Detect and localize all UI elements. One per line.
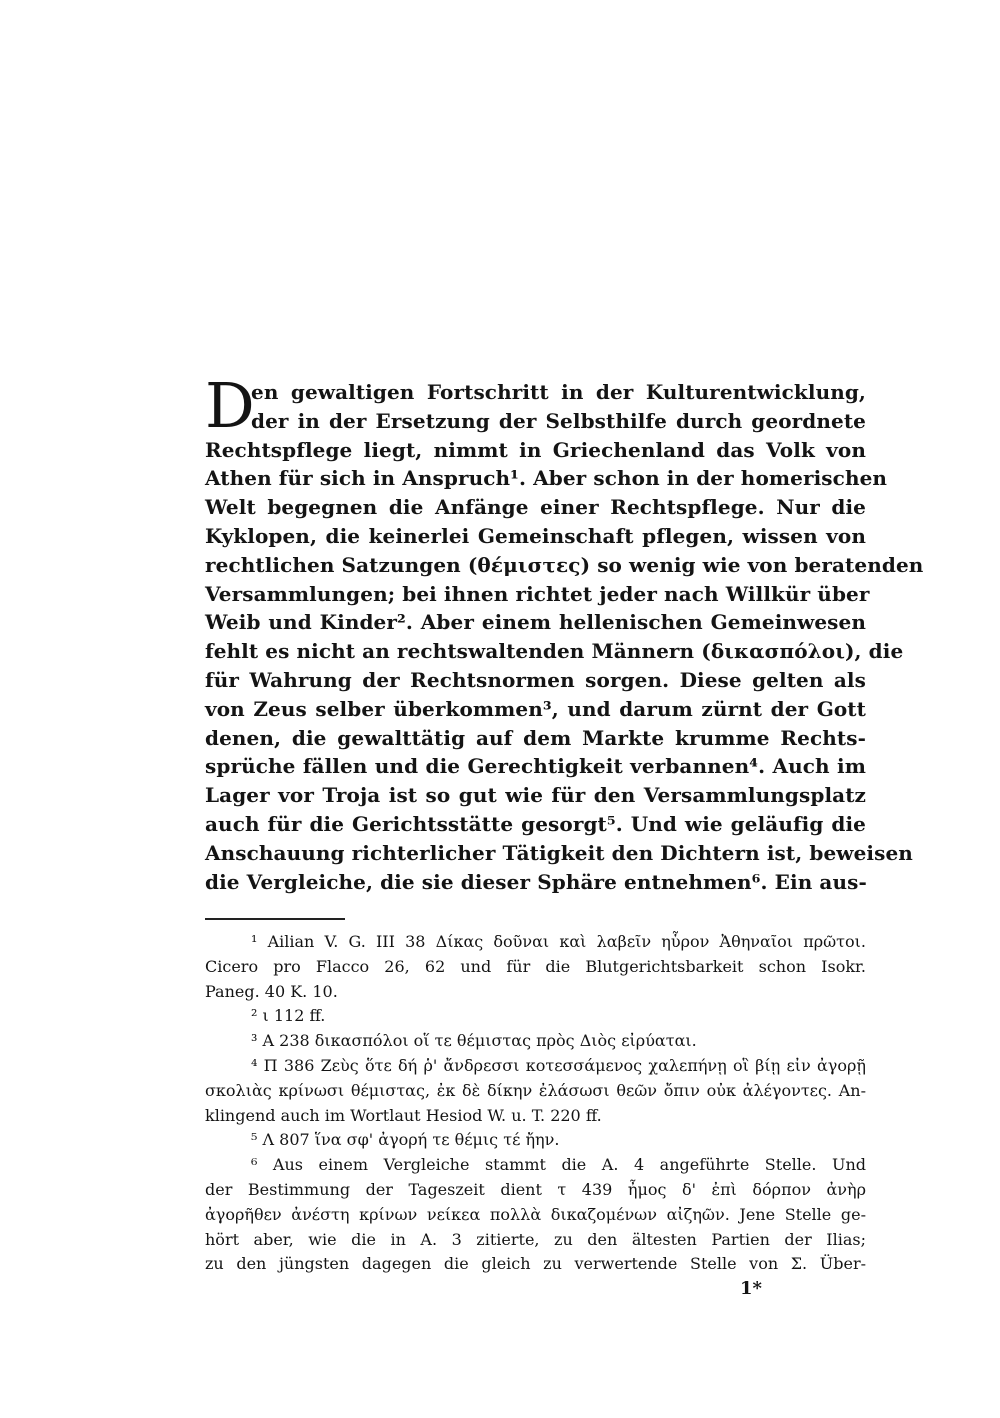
text-line: sprüche fällen und die Gerechtigkeit verbannen⁴. Auch im — [205, 754, 866, 779]
text-line: Lager vor Troja ist so gut wie für den Versammlungsplatz — [205, 783, 866, 808]
footnote-line: ἀγορῆθεν ἀνέστη κρίνων νείκεα πολλὰ δικαζομένων αἰζηῶν. Jene Stelle ge- — [205, 1204, 866, 1224]
text-line: denen, die gewalttätig auf dem Markte krumme Rechts- — [205, 725, 866, 750]
text-line: der in der Ersetzung der Selbsthilfe durch geordnete — [251, 408, 866, 433]
text-line: Versammlungen; bei ihnen richtet jeder nach Willkür über — [205, 581, 870, 606]
text-line: rechtlichen Satzungen (θέμιστες) so wenig wie von beratenden — [205, 552, 924, 577]
footnotes — [205, 930, 866, 1277]
footnote-line: ⁶ Aus einem Vergleiche stammt die A. 4 angeführte Stelle. Und — [251, 1155, 866, 1175]
footnote-line: ⁴ Π 386 Ζεὺς ὅτε δή ῥ' ἄνδρεσσι κοτεσσάμενος χαλεπήνῃ οἳ βίῃ εἰν ἀγορῇ — [251, 1055, 866, 1075]
text-line: von Zeus selber überkommen³, und darum zürnt der Gott — [205, 696, 866, 721]
footnote-line: zu den jüngsten dagegen die gleich zu verwertende Stelle von Σ. Über- — [205, 1254, 866, 1274]
text-line: auch für die Gerichtsstätte gesorgt⁵. Und wie geläufig die — [205, 811, 866, 836]
footnote-line: ³ A 238 δικασπόλοι οἵ τε θέμιστας πρὸς Διὸς εἰρύαται. — [251, 1031, 697, 1051]
footnote-line: hört aber, wie die in A. 3 zitierte, zu den ältesten Partien der Ilias; — [205, 1229, 866, 1249]
footnote-line: σκολιὰς κρίνωσι θέμιστας, ἐκ δὲ δίκην ἐλάσωσι θεῶν ὄπιν οὐκ ἀλέγοντες. An- — [205, 1080, 866, 1100]
footnote-line: Paneg. 40 K. 10. — [205, 981, 338, 1001]
text-line: fehlt es nicht an rechtswaltenden Männern (δικασπόλοι), die — [205, 639, 904, 664]
text-line: Athen für sich in Anspruch¹. Aber schon in der homerischen — [205, 466, 888, 491]
footnote-line: der Bestimmung der Tageszeit dient τ 439 ἦμος δ' ἐπὶ δόρπον ἀνὴρ — [205, 1179, 866, 1199]
footnote-line: ⁵ Λ 807 ἵνα σφ' ἀγορή τε θέμις τέ ἤην. — [251, 1130, 560, 1150]
main-text — [205, 369, 924, 896]
footnote-line: Cicero pro Flacco 26, 62 und für die Blutgerichtsbarkeit schon Isokr. — [205, 956, 866, 976]
text-line: Weib und Kinder². Aber einem hellenischen Gemeinwesen — [205, 610, 866, 635]
text-line: Welt begegnen die Anfänge einer Rechtspflege. Nur die — [205, 495, 866, 520]
footnote-line: ² ι 112 ff. — [251, 1006, 326, 1026]
drop-cap: D — [205, 369, 255, 442]
text-line: en gewaltigen Fortschritt in der Kulturentwicklung, — [251, 380, 866, 404]
text-line: für Wahrung der Rechtsnormen sorgen. Diese gelten als — [205, 667, 866, 692]
page-number: 1* — [740, 1278, 762, 1299]
footnote-line: ¹ Ailian V. G. III 38 Δίκας δοῦναι καὶ λαβεῖν ηὗρον Ἀθηναῖοι πρῶτοι. — [251, 932, 866, 951]
footnote-divider — [205, 918, 345, 920]
text-line: Kyklopen, die keinerlei Gemeinschaft pflegen, wissen von — [205, 523, 866, 548]
footnote-line: klingend auch im Wortlaut Hesiod W. u. T. 220 ff. — [205, 1105, 602, 1125]
text-line: Rechtspflege liegt, nimmt in Griechenland das Volk von — [205, 437, 866, 462]
text-line: die Vergleiche, die sie dieser Sphäre entnehmen⁶. Ein aus- — [205, 869, 867, 894]
text-line: Anschauung richterlicher Tätigkeit den Dichtern ist, beweisen — [205, 840, 913, 865]
